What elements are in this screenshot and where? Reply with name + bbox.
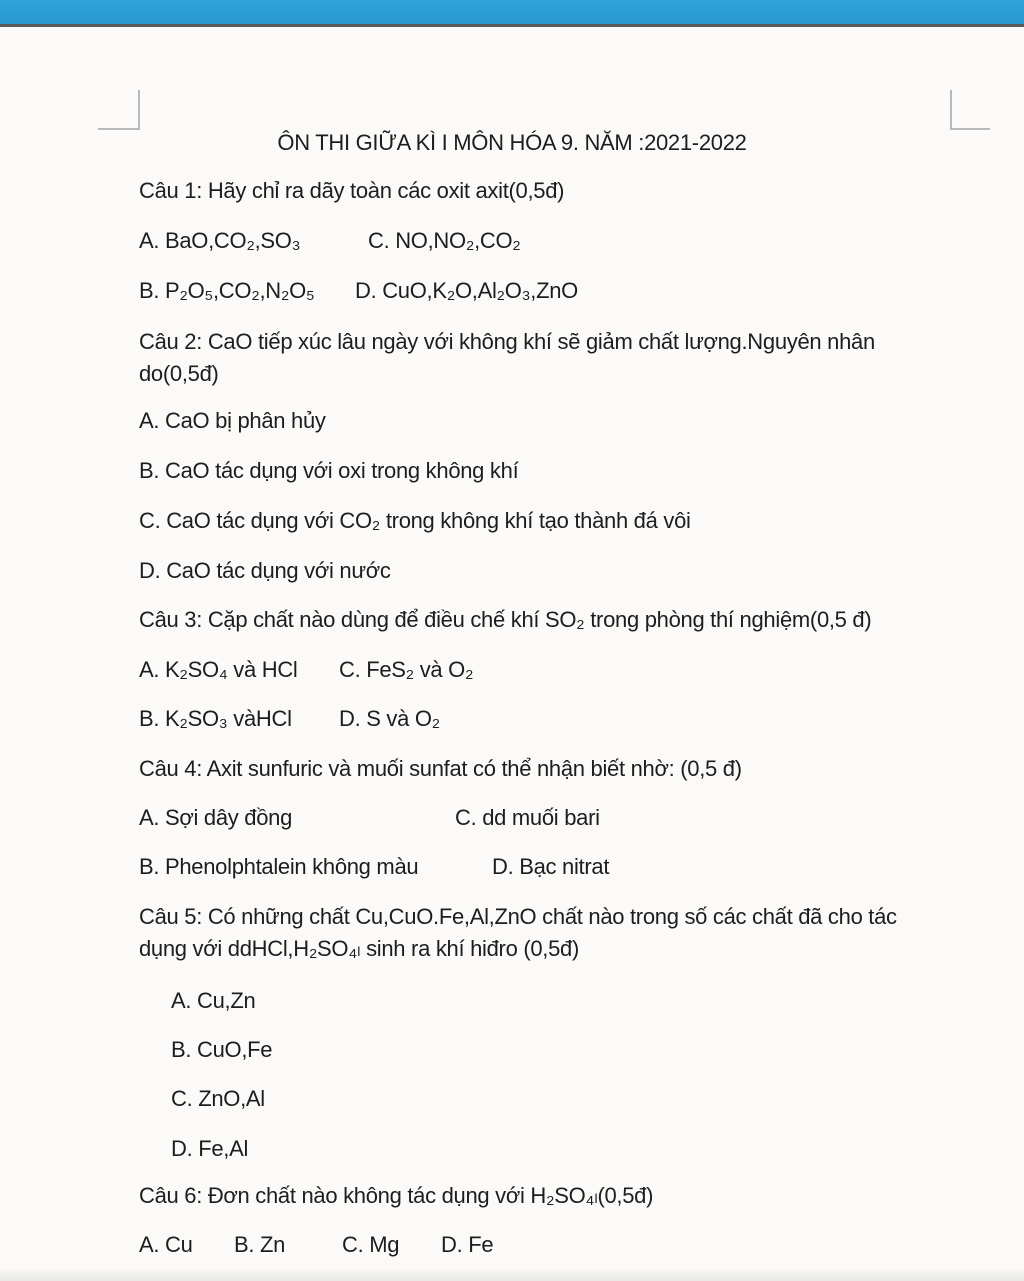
page-bottom-edge (0, 1268, 1024, 1281)
q5-option-d: D. Fe,Al (171, 1136, 249, 1161)
q2-option-c: C. CaO tác dụng với CO₂ trong không khí tạo thành đá vôi (139, 508, 691, 533)
question-5: Câu 5: Có những chất Cu,CuO.Fe,Al,ZnO chất nào trong số các chất đã cho tác dụng với ddHCl,H₂SO₄ₗ sinh ra khí hiđro (0,5đ) (139, 904, 897, 961)
q3-option-a: A. K₂SO₄ và HCl (139, 657, 298, 682)
q2-option-d: D. CaO tác dụng với nước (139, 558, 391, 583)
q5-option-c: C. ZnO,Al (171, 1086, 265, 1111)
question-4: Câu 4: Axit sunfuric và muối sunfat có thể nhận biết nhờ: (0,5 đ) (139, 756, 742, 781)
q6-option-d: D. Fe (441, 1232, 494, 1257)
q6-option-a: A. Cu (139, 1232, 193, 1257)
q2-option-a: A. CaO bị phân hủy (139, 408, 326, 433)
q4-option-a: A. Sợi dây đồng (139, 805, 293, 830)
q1-option-c: C. NO,NO₂,CO₂ (368, 228, 521, 253)
document-title: ÔN THI GIỮA KÌ I MÔN HÓA 9. NĂM :2021-2022 (277, 130, 747, 155)
q3-option-b: B. K₂SO₃ vàHCl (139, 706, 292, 731)
q3-option-d: D. S và O₂ (339, 706, 440, 731)
q4-option-b: B. Phenolphtalein không màu (139, 854, 419, 879)
question-2: Câu 2: CaO tiếp xúc lâu ngày với không khí sẽ giảm chất lượng.Nguyên nhân do(0,5đ) (139, 329, 875, 386)
q5-option-b: B. CuO,Fe (171, 1037, 273, 1062)
q2-option-b: B. CaO tác dụng với oxi trong không khí (139, 458, 519, 483)
question-1: Câu 1: Hãy chỉ ra dãy toàn các oxit axit(0,5đ) (139, 178, 565, 203)
q5-option-a: A. Cu,Zn (171, 988, 256, 1013)
q4-option-c: C. dd muối bari (455, 805, 600, 830)
document-page (0, 27, 1024, 1281)
q1-option-d: D. CuO,K₂O,Al₂O₃,ZnO (355, 278, 578, 303)
margin-corner-left (98, 90, 140, 130)
margin-corner-right (950, 90, 990, 130)
q3-option-c: C. FeS₂ và O₂ (339, 657, 474, 682)
q6-option-c: C. Mg (342, 1232, 400, 1257)
q1-option-b: B. P₂O₅,CO₂,N₂O₅ (139, 278, 315, 303)
q4-option-d: D. Bạc nitrat (492, 854, 610, 879)
question-6: Câu 6: Đơn chất nào không tác dụng với H₂SO₄ₗ(0,5đ) (139, 1183, 654, 1208)
q1-option-a: A. BaO,CO₂,SO₃ (139, 228, 301, 253)
q6-option-b: B. Zn (234, 1232, 286, 1257)
app-top-bar (0, 0, 1024, 27)
question-3: Câu 3: Cặp chất nào dùng để điều chế khí SO₂ trong phòng thí nghiệm(0,5 đ) (139, 607, 872, 632)
